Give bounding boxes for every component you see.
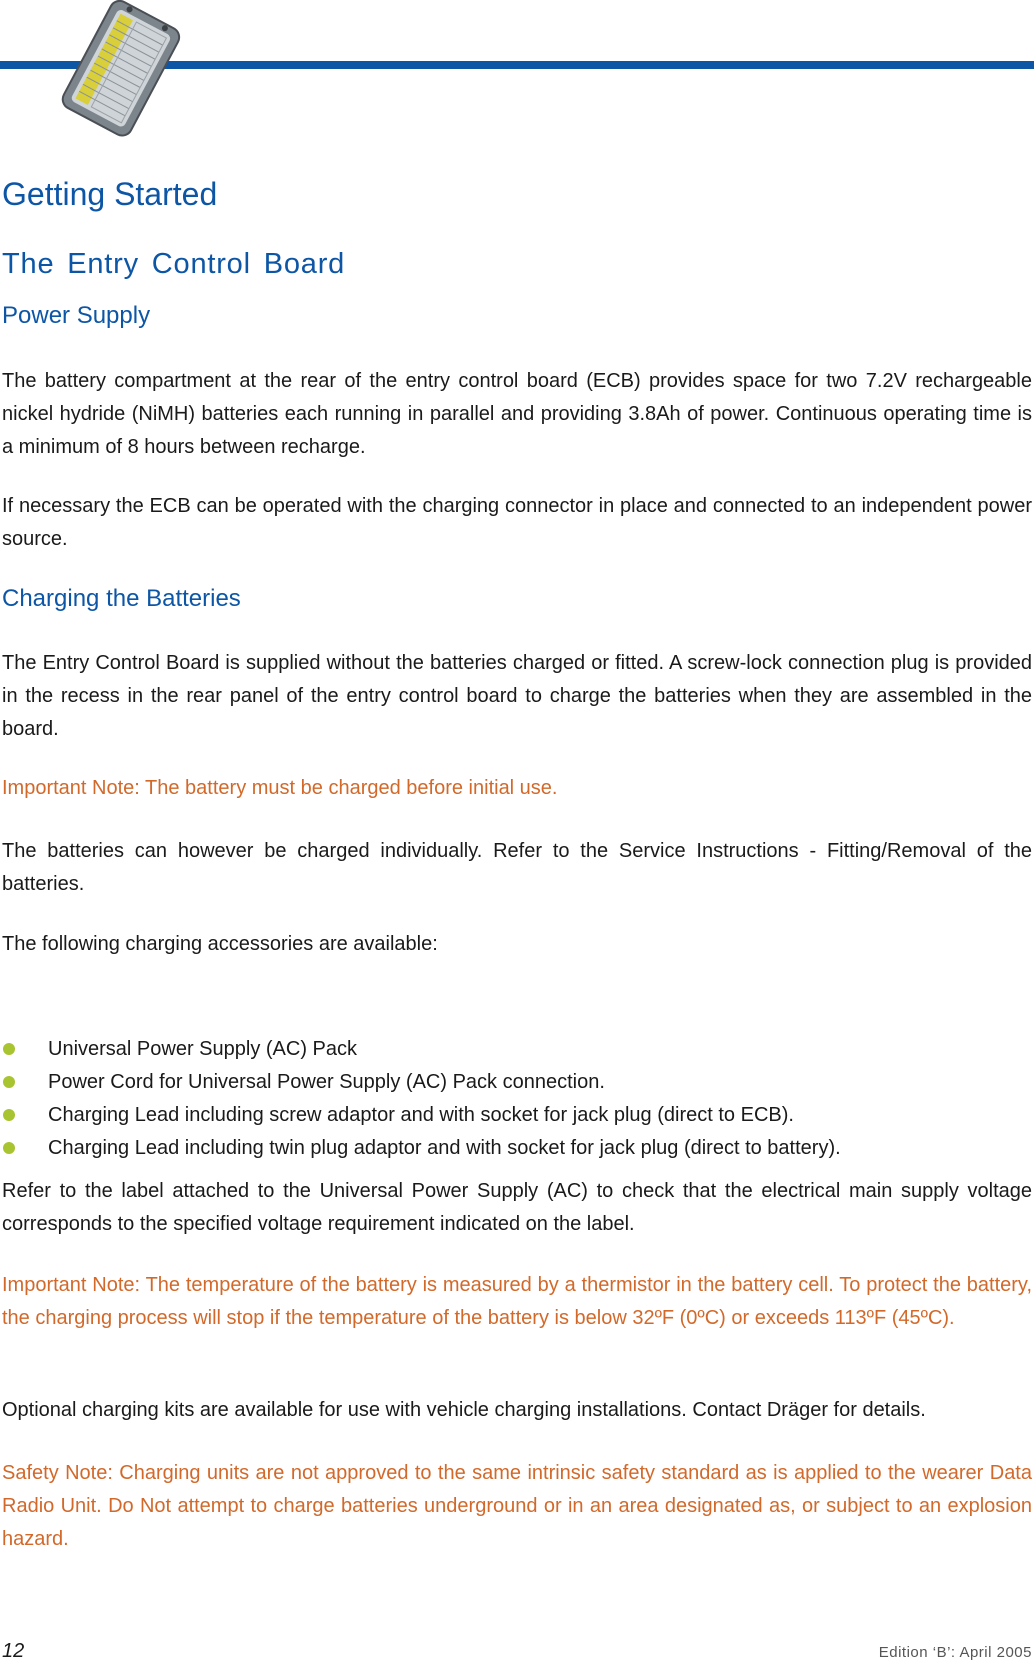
list-item-text: Charging Lead including twin plug adaptor and with socket for jack plug (direct to battery).	[48, 1137, 841, 1159]
important-note-temperature: Important Note: The temperature of the battery is measured by a thermistor in the battery cell. To protect the battery, the charging process will stop if the temperature of the battery is below 32ºF (0ºC) or exceeds 113ºF (45ºC).	[2, 1274, 1032, 1329]
page-number: 12	[2, 1640, 25, 1662]
section-heading-charging: Charging the Batteries	[2, 585, 241, 612]
paragraph-independent-power: If necessary the ECB can be operated with the charging connector in place and connected to an independent power source.	[2, 495, 1032, 550]
bullet-icon	[3, 1043, 15, 1055]
bullet-icon	[3, 1109, 15, 1121]
list-item-text: Universal Power Supply (AC) Pack	[48, 1038, 357, 1060]
paragraph-supplied-uncharged: The Entry Control Board is supplied without the batteries charged or fitted. A screw-lock connection plug is provided in the recess in the rear panel of the entry control board to charge the batteries when they are assembled in the board.	[2, 652, 1032, 740]
paragraph-battery-compartment: The battery compartment at the rear of the entry control board (ECB) provides space for two 7.2V rechargeable nickel hydride (NiMH) batteries each running in parallel and providing 3.8Ah of power. Continuous operating time is a minimum of 8 hours between recharge.	[2, 370, 1032, 458]
list-item-text: Charging Lead including screw adaptor and with socket for jack plug (direct to ECB).	[48, 1104, 794, 1126]
list-item	[0, 1099, 1034, 1132]
section-heading-power-supply: Power Supply	[2, 302, 151, 329]
bullet-icon	[3, 1076, 15, 1088]
list-item-text: Power Cord for Universal Power Supply (AC) Pack connection.	[48, 1071, 605, 1093]
paragraph-check-voltage: Refer to the label attached to the Universal Power Supply (AC) to check that the electrical main supply voltage corresponds to the specified voltage requirement indicated on the label.	[2, 1180, 1032, 1235]
list-item	[0, 1132, 1034, 1165]
list-item	[0, 1033, 1034, 1066]
edition-label: Edition ‘B’: April 2005	[878, 1644, 1032, 1661]
entry-control-board-icon	[40, 0, 190, 145]
paragraph-accessories-intro: The following charging accessories are available:	[2, 933, 438, 955]
safety-note: Safety Note: Charging units are not approved to the same intrinsic safety standard as is applied to the wearer Data Radio Unit. Do Not attempt to charge batteries underground or in an area designated as, or subject to an explosion hazard.	[2, 1462, 1032, 1550]
accessories-list	[0, 1033, 1034, 1165]
list-item	[0, 1066, 1034, 1099]
important-note-initial-charge: Important Note: The battery must be charged before initial use.	[2, 777, 558, 799]
paragraph-charge-individually: The batteries can however be charged individually. Refer to the Service Instructions - Fitting/Removal of the batteries.	[2, 840, 1032, 895]
page-subtitle: The Entry Control Board	[2, 248, 346, 280]
bullet-icon	[3, 1142, 15, 1154]
paragraph-optional-kits: Optional charging kits are available for use with vehicle charging installations. Contact Dräger for details.	[2, 1399, 926, 1421]
page-title: Getting Started	[2, 176, 218, 212]
